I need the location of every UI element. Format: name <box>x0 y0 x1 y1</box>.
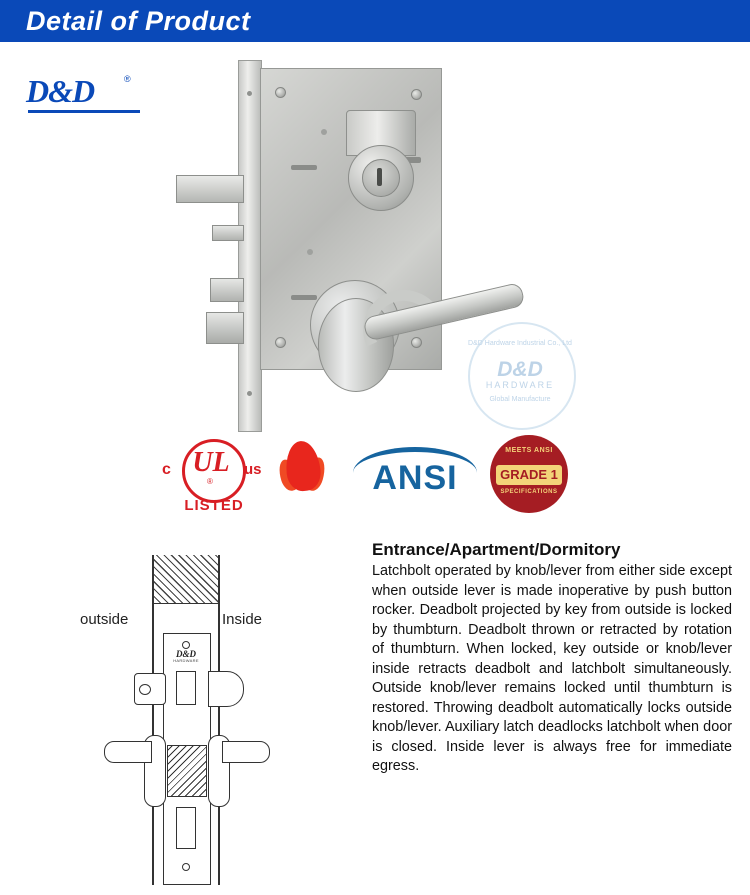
dead-bolt <box>206 312 244 344</box>
lock-strike-tab <box>176 175 244 203</box>
grade-badge-line2: GRADE 1 <box>496 465 562 485</box>
ul-listed-badge <box>160 439 268 519</box>
diagram-outside-handle <box>104 741 152 763</box>
brand-logo <box>26 72 146 112</box>
diagram-plate-brand-sub: HARDWARE <box>173 658 199 663</box>
brand-logo-underline <box>28 110 140 113</box>
diagram-plate-slot <box>176 807 196 849</box>
brand-logo-text: D&D <box>26 73 95 109</box>
diagram-outside-lever <box>104 735 164 805</box>
latch-bolt <box>210 278 244 302</box>
watermark-brand: D&D <box>497 358 543 381</box>
function-title: Entrance/Apartment/Dormitory <box>372 540 621 559</box>
ansi-label: ANSI <box>372 459 458 497</box>
watermark-top-text: D&D Hardware Industrial Co., Ltd <box>468 340 572 347</box>
function-description: Latchbolt operated by knob/lever from either side except when outside lever is made inoperative by push button rocker. Deadbolt projected by key from outside is locked by thumbturn. Deadbolt thrown or retracted by rotation of thumbturn. When locked, key outside or knob/lever inside retracts deadbolt and latchbolt simultaneously. Outside knob/lever remains locked until thumbturn is restored. Throwing deadbolt automatically locks outside knob/lever. Auxiliary latch deadlocks latchbolt when door is closed. Inside lever is always free for immediate egress. <box>372 563 732 774</box>
ansi-badge <box>345 441 485 503</box>
page-title: Detail of Product <box>26 6 251 36</box>
product-photo <box>150 50 570 430</box>
lock-screw <box>275 337 286 348</box>
lock-screw <box>411 89 422 100</box>
ansi-grade1-badge <box>490 435 568 515</box>
diagram-inside-handle <box>222 741 270 763</box>
keyway-icon <box>377 168 382 186</box>
diagram-outside-cylinder <box>134 673 166 705</box>
ul-registered-icon: ® <box>207 477 213 486</box>
diagram-plate-screw-bottom <box>182 863 190 871</box>
diagram-door-edge-right <box>218 555 220 885</box>
ul-listed-caption: LISTED <box>184 497 244 514</box>
watermark-subtitle: HARDWARE <box>485 380 555 390</box>
lock-screw <box>275 87 286 98</box>
watermark-bottom-text: Global Manufacture <box>489 396 551 403</box>
image-watermark <box>450 320 590 430</box>
diagram-label-outside: outside <box>80 611 129 628</box>
lock-rivet <box>307 249 313 255</box>
registered-trademark-icon: ® <box>124 74 131 84</box>
diagram-plate-screw-top <box>182 641 190 649</box>
diagram-plate-brand: D&D <box>176 649 196 659</box>
fire-rated-flame-icon <box>278 437 330 505</box>
lock-rivet <box>321 129 327 135</box>
diagram-label-inside: Inside <box>222 611 263 628</box>
diagram-inside-lever <box>208 735 270 805</box>
grade-badge-line3: SPECIFICATIONS <box>500 489 558 495</box>
lock-slot <box>291 165 317 170</box>
diagram-door-edge-left <box>152 555 154 885</box>
auxiliary-latch-bolt <box>212 225 244 241</box>
diagram-inside-thumbturn <box>208 671 244 707</box>
lock-installation-diagram <box>30 545 360 885</box>
ul-us-mark: us <box>244 461 262 478</box>
diagram-door-hatching <box>154 555 218 604</box>
certification-badges <box>150 435 570 525</box>
diagram-plate-hatching <box>167 745 207 797</box>
grade-badge-line1: MEETS ANSI <box>505 447 553 454</box>
lock-faceplate <box>238 60 262 432</box>
ul-mark: UL <box>192 447 230 478</box>
ul-c-mark: c <box>162 461 171 478</box>
diagram-plate-window <box>176 671 196 705</box>
lock-slot <box>291 295 317 300</box>
